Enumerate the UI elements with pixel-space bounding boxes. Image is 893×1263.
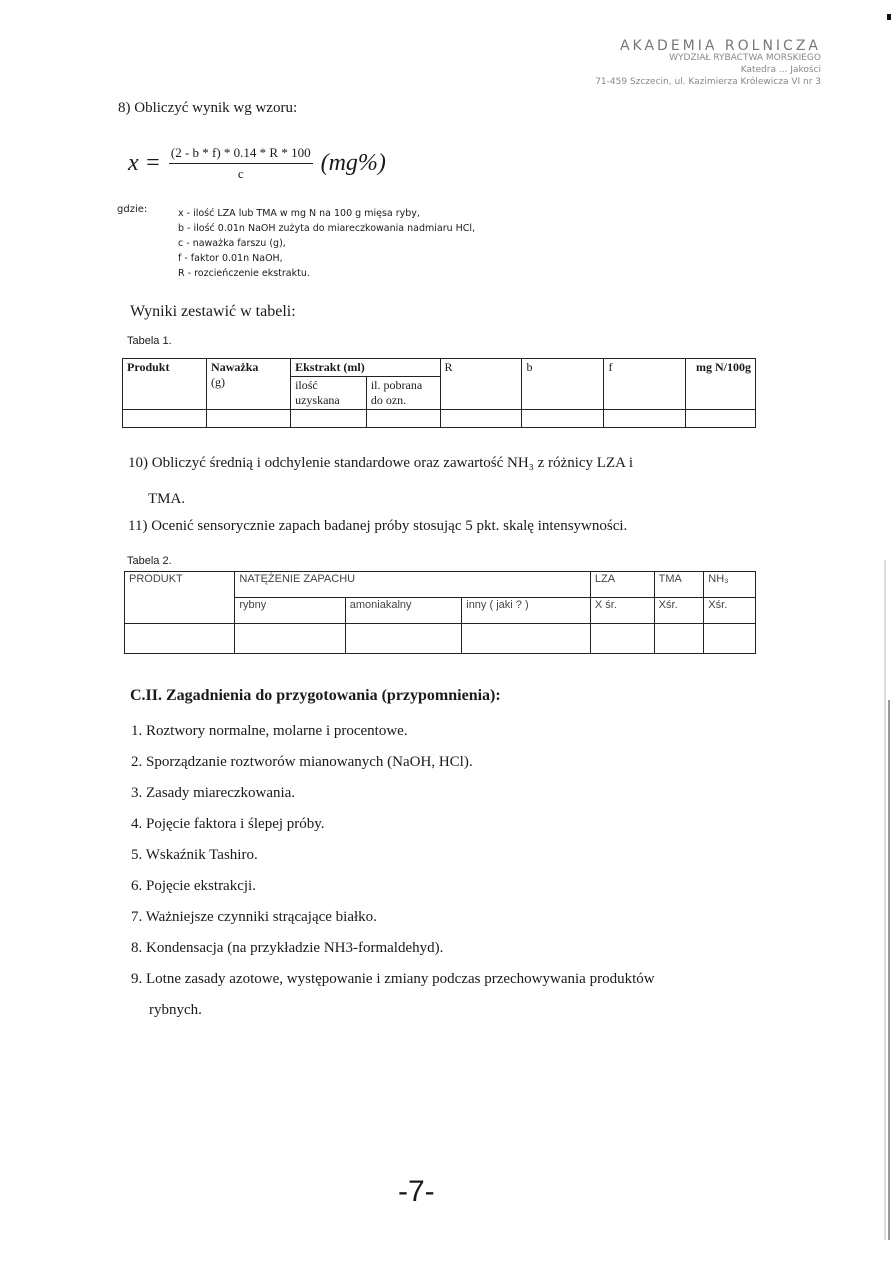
formula-numerator: (2 - b * f) * 0.14 * R * 100 (169, 145, 313, 164)
formula-fraction (169, 145, 313, 182)
table1-cell (291, 410, 367, 428)
definition-item: c - naważka farszu (g), (178, 238, 286, 249)
list-item: 7. Ważniejsze czynniki strącające białko. (131, 909, 377, 925)
table2-cell (654, 624, 704, 654)
scan-edge-marks (857, 0, 893, 1263)
table2-cell (345, 624, 461, 654)
table1-header-pobrana: il. pobrana do ozn. (366, 377, 440, 410)
table1-header-r: R (440, 359, 522, 410)
stamp-title: AKADEMIA ROLNICZA (619, 38, 821, 54)
table2-header-xsr-tma: Xśr. (654, 598, 704, 624)
table2-header-rybny: rybny (235, 598, 345, 624)
table1-cell (123, 410, 207, 428)
table2-header-produkt: PRODUKT (125, 572, 235, 624)
definition-item: f - faktor 0.01n NaOH, (178, 253, 283, 264)
list-item: 5. Wskaźnik Tashiro. (131, 847, 258, 863)
definitions-list (178, 206, 475, 281)
step-8: 8) Obliczyć wynik wg wzoru: (118, 100, 298, 116)
results-heading: Wyniki zestawić w tabeli: (130, 303, 296, 320)
table-1 (122, 358, 756, 428)
list-item: 1. Roztwory normalne, molarne i procentowe. (131, 723, 408, 739)
table1-header-f: f (604, 359, 686, 410)
table2-header-inny: inny ( jaki ? ) (462, 598, 591, 624)
table2-header-xsr-nh3: Xśr. (704, 598, 756, 624)
section-heading: C.II. Zagadnienia do przygotowania (przypomnienia): (130, 687, 501, 704)
table1-header-ekstrakt: Ekstrakt (ml) (291, 359, 440, 377)
table1-cell (604, 410, 686, 428)
table2-cell (235, 624, 345, 654)
formula-unit: (mg%) (320, 150, 386, 176)
table2-cell (462, 624, 591, 654)
table2-header-natezenie: NATĘŻENIE ZAPACHU (235, 572, 590, 598)
table1-header-nawazka (207, 359, 291, 410)
list-item: 8. Kondensacja (na przykładzie NH3-formaldehyd). (131, 940, 444, 956)
list-item: 2. Sporządzanie roztworów mianowanych (NaOH, HCl). (131, 754, 473, 770)
table1-header-ilosc: ilość uzyskana (291, 377, 367, 410)
table2-header-tma: TMA (654, 572, 704, 598)
table2-header-amoniakalny: amoniakalny (345, 598, 461, 624)
definition-item: x - ilość LZA lub TMA w mg N na 100 g mięsa ryby, (178, 208, 420, 219)
table-2 (124, 571, 756, 654)
nawazka-unit: (g) (211, 375, 226, 389)
formula (128, 145, 386, 182)
table1-header-b: b (522, 359, 604, 410)
table2-header-xsr-lza: X śr. (590, 598, 654, 624)
table2-header-nh3: NH₃ (704, 572, 756, 598)
definition-item: b - ilość 0.01n NaOH zużyta do miareczkowania nadmiaru HCl, (178, 223, 476, 234)
gdzie-label: gdzie: (117, 204, 148, 215)
definition-item: R - rozcieńczenie ekstraktu. (178, 268, 310, 279)
step-10-line2: TMA. (148, 491, 186, 507)
table1-cell (366, 410, 440, 428)
page-number: -7- (398, 1175, 435, 1208)
list-item-continuation: rybnych. (149, 1002, 202, 1018)
list-item: 6. Pojęcie ekstrakcji. (131, 878, 256, 894)
step-11: 11) Ocenić sensorycznie zapach badanej próby stosując 5 pkt. skalę intensywności. (128, 518, 628, 534)
formula-lhs: x = (128, 150, 161, 176)
table1-header-produkt: Produkt (123, 359, 207, 410)
table1-cell (686, 410, 756, 428)
table1-cell (440, 410, 522, 428)
table2-cell (590, 624, 654, 654)
table2-header-lza: LZA (590, 572, 654, 598)
list-item: 9. Lotne zasady azotowe, występowanie i zmiany podczas przechowywania produktów (131, 971, 655, 987)
topics-list (131, 716, 655, 1026)
institution-stamp (581, 40, 821, 88)
stamp-line: WYDZIAŁ RYBACTWA MORSKIEGO (669, 53, 821, 63)
nawazka-label: Naważka (211, 360, 259, 374)
stamp-line: 71-459 Szczecin, ul. Kazimierza Królewicza VI nr 3 (595, 77, 821, 87)
step-10-line1: 10) Obliczyć średnią i odchylenie standardowe oraz zawartość NH₃ z różnicy LZA i (128, 455, 634, 471)
table2-cell (125, 624, 235, 654)
list-item: 3. Zasady miareczkowania. (131, 785, 296, 801)
list-item: 4. Pojęcie faktora i ślepej próby. (131, 816, 325, 832)
table1-header-mgn: mg N/100g (686, 359, 756, 410)
table2-cell (704, 624, 756, 654)
table1-cell (207, 410, 291, 428)
table1-caption: Tabela 1. (127, 335, 172, 347)
table1-cell (522, 410, 604, 428)
stamp-line: Katedra ... Jakości (740, 65, 821, 75)
table2-caption: Tabela 2. (127, 555, 172, 567)
formula-denominator: c (237, 166, 244, 181)
